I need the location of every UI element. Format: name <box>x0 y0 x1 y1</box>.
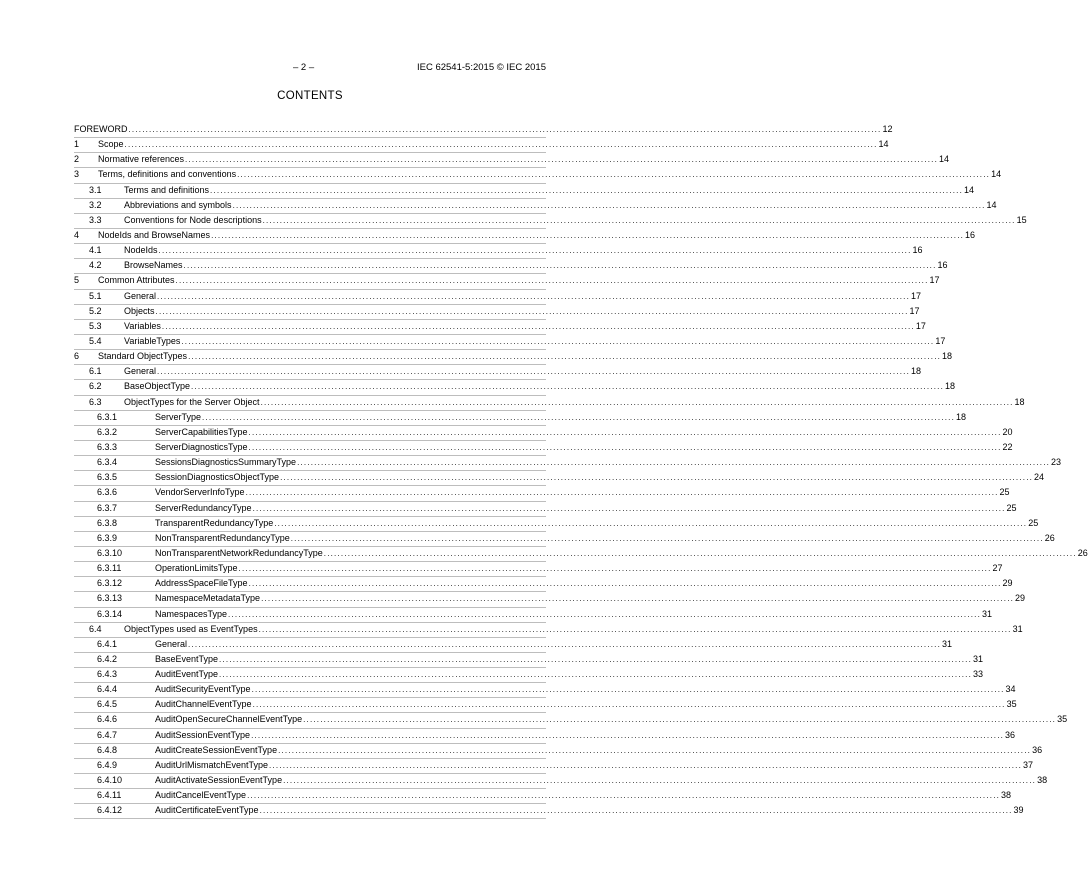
toc-entry-title: Standard ObjectTypes <box>98 351 188 362</box>
toc-entry-title: ServerType <box>155 411 202 422</box>
toc-entry-page: 37 <box>1023 759 1034 770</box>
toc-entry-title: ObjectTypes for the Server Object <box>124 396 260 407</box>
toc-entry[interactable] <box>74 320 926 335</box>
toc-entry-line <box>124 184 975 197</box>
toc-leader-dots: ............................................................................................................................................................................................................................ <box>303 715 1057 725</box>
toc-entry-line <box>124 199 997 212</box>
toc-entry-number: 6.3.6 <box>97 487 118 498</box>
toc-entry-number: 6.4.3 <box>97 669 118 680</box>
toc-entry[interactable] <box>74 396 1025 411</box>
toc-entry[interactable] <box>74 184 975 199</box>
toc-entry-line <box>155 562 1003 575</box>
toc-entry-number: 3.2 <box>89 199 102 210</box>
toc-entry-number: 4 <box>74 229 80 240</box>
toc-entry-line <box>155 592 1026 605</box>
toc-entry-title: AuditOpenSecureChannelEventType <box>155 714 303 725</box>
toc-entry-page: 38 <box>1001 790 1012 801</box>
toc-entry-line <box>98 274 940 287</box>
toc-entry-number: 6.4.11 <box>97 790 122 801</box>
toc-entry-line <box>155 759 1034 772</box>
toc-entry-line <box>124 244 923 257</box>
toc-entry-number: 6.4.10 <box>97 775 123 786</box>
toc-entry-page: 17 <box>909 305 920 316</box>
toc-entry[interactable] <box>74 456 1062 471</box>
toc-entry-number: 2 <box>74 154 80 165</box>
toc-entry-page: 18 <box>911 366 922 377</box>
toc-entry-number: 3.3 <box>89 214 102 225</box>
toc-entry-number: 6.3.1 <box>97 411 118 422</box>
toc-entry-title: AuditSessionEventType <box>155 729 251 740</box>
toc-entry-number: 6.4.5 <box>97 699 118 710</box>
toc-leader-dots: ............................................................................................................................................................................................................................ <box>210 185 964 195</box>
toc-entry-title: NonTransparentNetworkRedundancyType <box>155 547 323 558</box>
toc-entry-page: 39 <box>1013 805 1024 816</box>
toc-leader-dots: ............................................................................................................................................................................................................................ <box>252 503 1006 513</box>
toc-entry-number: 6.4.1 <box>97 638 118 649</box>
toc-entry-title: Terms, definitions and conventions <box>98 169 237 180</box>
toc-entry-title: AuditUrlMismatchEventType <box>155 759 269 770</box>
toc-entry[interactable] <box>74 547 1088 562</box>
toc-entry-title: ObjectTypes used as EventTypes <box>124 623 258 634</box>
toc-entry-page: 16 <box>912 245 923 256</box>
toc-entry[interactable] <box>74 713 1068 728</box>
toc-entry-number: 6.4 <box>89 623 102 634</box>
toc-entry-line <box>155 774 1048 787</box>
toc-entry-number: 6.3.10 <box>97 547 123 558</box>
toc-entry-number: 6.3.9 <box>97 532 118 543</box>
toc-leader-dots: ............................................................................................................................................................................................................................ <box>245 488 999 498</box>
toc-entry-title: AuditSecurityEventType <box>155 684 251 695</box>
toc-entry-title: AuditActivateSessionEventType <box>155 775 283 786</box>
toc-entry-number: 6.4.8 <box>97 744 118 755</box>
toc-entry-number: 4.2 <box>89 260 102 271</box>
toc-entry[interactable] <box>74 729 1016 744</box>
toc-entry-title: Objects <box>124 305 155 316</box>
toc-leader-dots: ............................................................................................................................................................................................................................ <box>211 230 965 240</box>
toc-entry[interactable] <box>74 229 976 244</box>
toc-leader-dots: ............................................................................................................................................................................................................................ <box>175 276 929 286</box>
toc-entry-page: 25 <box>999 487 1010 498</box>
toc-entry-number: 6.4.2 <box>97 653 118 664</box>
toc-entry-page: 17 <box>929 275 940 286</box>
toc-leader-dots: ............................................................................................................................................................................................................................ <box>155 306 909 316</box>
toc-entry-title: AuditEventType <box>155 669 219 680</box>
toc-entry-page: 18 <box>1014 396 1025 407</box>
toc-entry-number: 6.3 <box>89 396 102 407</box>
toc-entry-number: 3 <box>74 169 80 180</box>
toc-leader-dots: ............................................................................................................................................................................................................................ <box>278 745 1032 755</box>
toc-entry-line <box>124 320 926 333</box>
toc-entry-page: 15 <box>1016 214 1027 225</box>
toc-entry[interactable] <box>74 638 953 653</box>
toc-entry-page: 35 <box>1057 714 1068 725</box>
toc-entry-line <box>155 441 1013 454</box>
toc-entry-page: 31 <box>982 608 993 619</box>
toc-leader-dots: ............................................................................................................................................................................................................................ <box>262 215 1016 225</box>
toc-entry[interactable] <box>74 138 889 153</box>
toc-entry-title: BaseObjectType <box>124 381 191 392</box>
toc-entry[interactable] <box>74 486 1010 501</box>
toc-entry-line <box>155 729 1016 742</box>
toc-entry-page: 38 <box>1037 775 1048 786</box>
toc-entry-page: 29 <box>1002 578 1013 589</box>
toc-entry-line <box>124 396 1025 409</box>
toc-leader-dots: ............................................................................................................................................................................................................................ <box>259 806 1013 816</box>
toc-entry[interactable] <box>74 532 1055 547</box>
toc-entry-page: 31 <box>1012 623 1023 634</box>
toc-entry[interactable] <box>74 698 1017 713</box>
toc-entry-number: 6.4.6 <box>97 714 118 725</box>
toc-leader-dots: ............................................................................................................................................................................................................................ <box>185 155 939 165</box>
toc-entry-page: 14 <box>939 154 950 165</box>
toc-entry-line <box>155 486 1010 499</box>
toc-entry-title: Common Attributes <box>98 275 175 286</box>
toc-entry-title: TransparentRedundancyType <box>155 517 274 528</box>
toc-entry[interactable] <box>74 335 946 350</box>
toc-entry[interactable] <box>74 290 922 305</box>
toc-entry-title: ServerDiagnosticsType <box>155 441 248 452</box>
toc-entry-line <box>155 608 993 621</box>
toc-entry-page: 17 <box>935 335 946 346</box>
toc-entry-line <box>155 713 1068 726</box>
toc-entry-line <box>124 290 922 303</box>
toc-entry[interactable] <box>74 608 993 623</box>
toc-entry-line <box>124 259 948 272</box>
toc-entry-line <box>155 502 1017 515</box>
toc-entry[interactable] <box>74 244 923 259</box>
toc-entry-title: SessionsDiagnosticsSummaryType <box>155 457 297 468</box>
toc-leader-dots: ............................................................................................................................................................................................................................ <box>188 639 942 649</box>
toc-entry[interactable] <box>74 199 997 214</box>
toc-entry[interactable] <box>74 623 1023 638</box>
toc-leader-dots: ............................................................................................................................................................................................................................ <box>237 170 991 180</box>
toc-entry-line <box>155 456 1062 469</box>
toc-entry-number: 3.1 <box>89 184 102 195</box>
toc-entry-line <box>98 229 976 242</box>
toc-entry-page: 34 <box>1005 684 1016 695</box>
toc-entry-line <box>155 653 984 666</box>
toc-entry[interactable] <box>74 426 1013 441</box>
toc-entry-page: 17 <box>915 320 926 331</box>
toc-entry-title: Normative references <box>98 154 185 165</box>
toc-entry[interactable] <box>74 214 1027 229</box>
toc-entry-line <box>155 698 1017 711</box>
toc-entry[interactable] <box>74 350 953 365</box>
toc-leader-dots: ............................................................................................................................................................................................................................ <box>158 246 912 256</box>
toc-entry-title: NodeIds <box>124 245 158 256</box>
toc-entry-number: 6.3.2 <box>97 426 118 437</box>
toc-entry-line <box>124 380 956 393</box>
toc-entry-line <box>155 517 1039 530</box>
toc-leader-dots: ............................................................................................................................................................................................................................ <box>248 442 1002 452</box>
toc-leader-dots: ............................................................................................................................................................................................................................ <box>280 473 1034 483</box>
toc-entry-page: 14 <box>964 184 975 195</box>
toc-entry-page: 25 <box>1006 502 1017 513</box>
toc-entry[interactable] <box>74 804 1024 819</box>
toc-entry-number: 6.3.5 <box>97 472 118 483</box>
toc-entry-page: 18 <box>942 351 953 362</box>
toc-entry-title: NamespacesType <box>155 608 228 619</box>
toc-entry-page: 20 <box>1002 426 1013 437</box>
toc-entry-title: FOREWORD <box>74 124 128 134</box>
toc-entry-line <box>155 532 1055 545</box>
toc-entry-line <box>74 123 893 136</box>
toc-entry-page: 23 <box>1051 457 1062 468</box>
toc-entry[interactable] <box>74 471 1045 486</box>
toc-entry-page: 26 <box>1077 547 1088 558</box>
toc-entry[interactable] <box>74 123 893 138</box>
toc-entry-number: 6.4.12 <box>97 805 123 816</box>
toc-leader-dots: ............................................................................................................................................................................................................................ <box>157 367 911 377</box>
toc-entry-title: SessionDiagnosticsObjectType <box>155 472 280 483</box>
toc-entry-title: ServerRedundancyType <box>155 502 252 513</box>
toc-entry-number: 6.4.7 <box>97 729 118 740</box>
toc-entry-title: Conventions for Node descriptions <box>124 214 262 225</box>
toc-entry-page: 36 <box>1005 729 1016 740</box>
toc-entry-page: 18 <box>956 411 967 422</box>
toc-leader-dots: ............................................................................................................................................................................................................................ <box>283 776 1037 786</box>
toc-entry-number: 6.3.14 <box>97 608 123 619</box>
toc-entry-title: NonTransparentRedundancyType <box>155 532 290 543</box>
toc-entry[interactable] <box>74 592 1026 607</box>
toc-leader-dots: ............................................................................................................................................................................................................................ <box>191 382 945 392</box>
toc-entry[interactable] <box>74 744 1043 759</box>
toc-entry-line <box>155 789 1012 802</box>
toc-entry-title: NamespaceMetadataType <box>155 593 261 604</box>
toc-entry-number: 5 <box>74 275 80 286</box>
toc-entry-title: Scope <box>98 139 124 150</box>
toc-leader-dots: ............................................................................................................................................................................................................................ <box>251 730 1005 740</box>
toc-entry-line <box>124 214 1027 227</box>
toc-entry-title: AuditCertificateEventType <box>155 805 259 816</box>
toc-entry-number: 6.3.8 <box>97 517 118 528</box>
toc-entry-number: 6.3.11 <box>97 563 122 574</box>
toc-entry-line <box>155 547 1088 560</box>
toc-entry-title: General <box>124 290 157 301</box>
toc-entry-line <box>98 138 889 151</box>
toc-leader-dots: ............................................................................................................................................................................................................................ <box>260 397 1014 407</box>
toc-entry[interactable] <box>74 774 1048 789</box>
toc-entry[interactable] <box>74 259 948 274</box>
toc-entry[interactable] <box>74 562 1003 577</box>
toc-entry[interactable] <box>74 411 967 426</box>
toc-entry-page: 14 <box>986 199 997 210</box>
toc-entry-number: 6.4.9 <box>97 759 118 770</box>
toc-entry-number: 5.3 <box>89 320 102 331</box>
toc-leader-dots: ............................................................................................................................................................................................................................ <box>258 624 1012 634</box>
toc-entry-title: Variables <box>124 320 161 331</box>
toc-entry-line <box>124 365 922 378</box>
toc-entry-page: 27 <box>992 563 1003 574</box>
toc-entry[interactable] <box>74 759 1034 774</box>
toc-entry-line <box>124 305 920 318</box>
toc-leader-dots: ............................................................................................................................................................................................................................ <box>323 548 1077 558</box>
toc-entry-page: 17 <box>911 290 922 301</box>
toc-entry-line <box>98 168 1002 181</box>
toc-entry[interactable] <box>74 365 922 380</box>
toc-entry-title: Terms and definitions <box>124 184 210 195</box>
toc-leader-dots: ............................................................................................................................................................................................................................ <box>248 579 1002 589</box>
toc-leader-dots: ............................................................................................................................................................................................................................ <box>232 200 986 210</box>
toc-entry-page: 12 <box>882 124 893 134</box>
table-of-contents <box>74 123 1088 819</box>
toc-entry-page: 26 <box>1044 532 1055 543</box>
toc-leader-dots: ............................................................................................................................................................................................................................ <box>251 685 1005 695</box>
toc-entry[interactable] <box>74 441 1013 456</box>
toc-entry-page: 22 <box>1002 441 1013 452</box>
toc-entry-number: 6.3.7 <box>97 502 118 513</box>
toc-entry-line <box>124 335 946 348</box>
toc-entry-page: 24 <box>1034 472 1045 483</box>
toc-entry-line <box>155 804 1024 817</box>
toc-entry-line <box>155 638 953 651</box>
toc-leader-dots: ............................................................................................................................................................................................................................ <box>124 140 878 150</box>
toc-leader-dots: ............................................................................................................................................................................................................................ <box>252 700 1006 710</box>
toc-entry-number: 6.4.4 <box>97 684 118 695</box>
toc-entry-title: BrowseNames <box>124 260 183 271</box>
toc-entry-page: 18 <box>945 381 956 392</box>
toc-entry-number: 6 <box>74 351 80 362</box>
toc-entry-line <box>98 350 953 363</box>
toc-entry[interactable] <box>74 305 920 320</box>
toc-entry-number: 6.3.12 <box>97 578 123 589</box>
toc-entry-title: OperationLimitsType <box>155 563 238 574</box>
toc-entry[interactable] <box>74 577 1013 592</box>
toc-leader-dots: ............................................................................................................................................................................................................................ <box>183 261 937 271</box>
toc-entry-page: 25 <box>1028 517 1039 528</box>
toc-entry-line <box>155 426 1013 439</box>
toc-entry-line <box>155 471 1045 484</box>
toc-entry-title: NodeIds and BrowseNames <box>98 229 211 240</box>
toc-entry[interactable] <box>74 168 1002 183</box>
toc-entry-line <box>98 153 950 166</box>
toc-leader-dots: ............................................................................................................................................................................................................................ <box>188 352 942 362</box>
toc-leader-dots: ............................................................................................................................................................................................................................ <box>269 760 1023 770</box>
toc-entry-page: 31 <box>973 653 984 664</box>
toc-leader-dots: ............................................................................................................................................................................................................................ <box>228 609 982 619</box>
toc-entry-title: AddressSpaceFileType <box>155 578 248 589</box>
toc-leader-dots: ............................................................................................................................................................................................................................ <box>238 564 992 574</box>
toc-entry[interactable] <box>74 274 940 289</box>
toc-entry[interactable] <box>74 380 956 395</box>
toc-entry-page: 16 <box>965 229 976 240</box>
toc-entry-line <box>155 683 1016 696</box>
toc-entry-line <box>155 668 984 681</box>
toc-entry-number: 4.1 <box>89 245 102 256</box>
toc-entry-number: 5.1 <box>89 290 102 301</box>
toc-leader-dots: ............................................................................................................................................................................................................................ <box>219 670 973 680</box>
toc-entry-number: 5.4 <box>89 335 102 346</box>
toc-entry-title: General <box>155 638 188 649</box>
toc-entry[interactable] <box>74 502 1017 517</box>
toc-leader-dots: ............................................................................................................................................................................................................................ <box>247 791 1001 801</box>
toc-leader-dots: ............................................................................................................................................................................................................................ <box>297 458 1051 468</box>
toc-entry-number: 6.3.3 <box>97 441 118 452</box>
toc-leader-dots: ............................................................................................................................................................................................................................ <box>219 654 973 664</box>
toc-leader-dots: ............................................................................................................................................................................................................................ <box>157 291 911 301</box>
toc-entry-page: 14 <box>878 139 889 150</box>
toc-entry-title: General <box>124 366 157 377</box>
toc-entry-title: BaseEventType <box>155 653 219 664</box>
toc-entry-line <box>155 744 1043 757</box>
toc-entry-title: Abbreviations and symbols <box>124 199 232 210</box>
toc-entry[interactable] <box>74 517 1039 532</box>
toc-entry-page: 33 <box>973 669 984 680</box>
toc-leader-dots: ............................................................................................................................................................................................................................ <box>181 336 935 346</box>
toc-entry-number: 1 <box>74 139 80 150</box>
toc-entry-title: VendorServerInfoType <box>155 487 245 498</box>
toc-entry-page: 29 <box>1015 593 1026 604</box>
toc-entry[interactable] <box>74 153 950 168</box>
toc-entry-page: 14 <box>991 169 1002 180</box>
toc-entry[interactable] <box>74 683 1016 698</box>
toc-entry-line <box>124 623 1023 636</box>
toc-leader-dots: ............................................................................................................................................................................................................................ <box>290 533 1044 543</box>
toc-entry-page: 35 <box>1006 699 1017 710</box>
page-number: – 2 – <box>293 62 315 73</box>
toc-entry-number: 5.2 <box>89 305 102 316</box>
toc-entry-title: ServerCapabilitiesType <box>155 426 248 437</box>
standard-reference: IEC 62541-5:2015 © IEC 2015 <box>416 62 546 73</box>
toc-entry-title: AuditCreateSessionEventType <box>155 744 278 755</box>
toc-entry-page: 16 <box>937 260 948 271</box>
toc-entry-line <box>155 411 967 424</box>
toc-entry-number: 6.1 <box>89 366 102 377</box>
toc-entry-title: VariableTypes <box>124 335 181 346</box>
page-title: CONTENTS <box>277 90 343 102</box>
toc-leader-dots: ............................................................................................................................................................................................................................ <box>261 594 1015 604</box>
toc-entry-number: 6.2 <box>89 381 102 392</box>
toc-leader-dots: ............................................................................................................................................................................................................................ <box>128 125 882 134</box>
toc-entry-title: AuditChannelEventType <box>155 699 252 710</box>
toc-leader-dots: ............................................................................................................................................................................................................................ <box>202 412 956 422</box>
toc-entry[interactable] <box>74 653 984 668</box>
toc-entry[interactable] <box>74 789 1012 804</box>
toc-entry-number: 6.3.13 <box>97 593 123 604</box>
toc-entry-title: AuditCancelEventType <box>155 790 247 801</box>
toc-entry-number: 6.3.4 <box>97 457 118 468</box>
toc-entry-line <box>155 577 1013 590</box>
toc-leader-dots: ............................................................................................................................................................................................................................ <box>274 518 1028 528</box>
toc-leader-dots: ............................................................................................................................................................................................................................ <box>161 321 915 331</box>
toc-entry-page: 31 <box>942 638 953 649</box>
toc-entry[interactable] <box>74 668 984 683</box>
toc-leader-dots: ............................................................................................................................................................................................................................ <box>248 427 1002 437</box>
toc-entry-page: 36 <box>1032 744 1043 755</box>
